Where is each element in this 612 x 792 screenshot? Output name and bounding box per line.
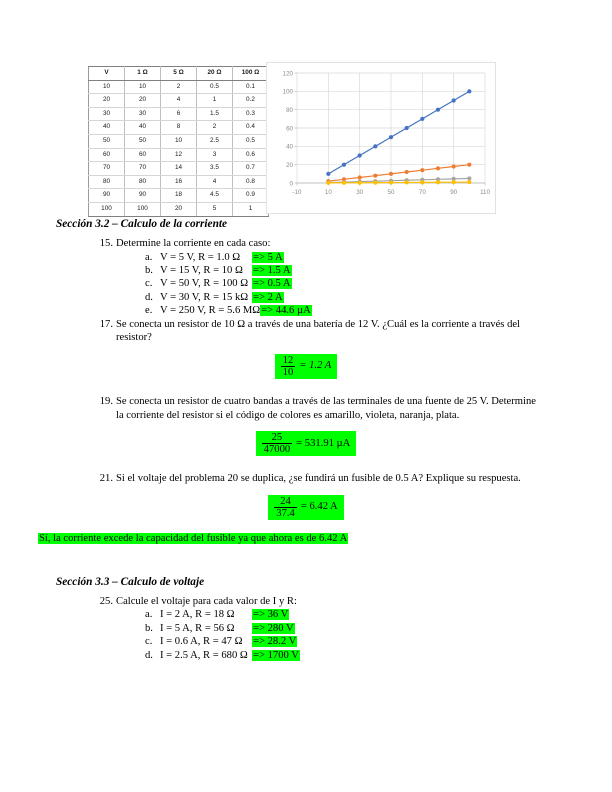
svg-text:40: 40 <box>286 143 293 151</box>
question-25-text <box>96 595 536 609</box>
table-cell: 90 <box>89 189 125 203</box>
question-21-text <box>96 472 536 486</box>
question-body: Se conecta un resistor de 10 Ω a través de una batería de 12 V. ¿Cuál es la corriente a través del resistor? <box>116 318 521 344</box>
table-cell: 18 <box>161 189 197 203</box>
table-cell: 50 <box>89 134 125 148</box>
table-cell: 1 <box>233 202 269 216</box>
document-body <box>0 218 612 662</box>
section-heading-3-2: Sección 3.2 – Calculo de la corriente <box>56 218 228 230</box>
question-number: 17. <box>99 318 113 330</box>
item-answer: => 5 A <box>253 251 283 263</box>
item-answer: => 36 V <box>253 609 289 621</box>
fraction-answer <box>256 431 357 456</box>
table-cell: 2 <box>161 80 197 94</box>
table-row <box>89 189 269 203</box>
question-19-text <box>96 395 536 422</box>
table-cell: 14 <box>161 162 197 176</box>
list-item <box>145 264 612 277</box>
table-cell: 0.9 <box>233 189 269 203</box>
table-header-row <box>89 67 269 81</box>
section-heading-3-3: Sección 3.3 – Calculo de voltaje <box>56 575 205 588</box>
question-21 <box>0 472 612 545</box>
fraction <box>274 496 297 519</box>
table-header-cell: V <box>89 67 125 81</box>
svg-text:90: 90 <box>450 189 458 196</box>
question-number: 19. <box>99 396 113 408</box>
question-21-explanation <box>38 532 612 546</box>
item-body: V = 30 V, R = 15 kΩ <box>160 291 249 303</box>
list-item <box>145 635 612 648</box>
question-25 <box>0 595 612 662</box>
item-body: I = 5 A, R = 56 Ω <box>160 622 235 634</box>
table-cell: 0.5 <box>197 80 233 94</box>
table-cell: 16 <box>161 175 197 189</box>
table-cell: 0.3 <box>233 107 269 121</box>
voltage-current-table <box>88 66 269 217</box>
question-17 <box>0 318 612 379</box>
table-cell: 40 <box>89 121 125 135</box>
list-item <box>145 608 612 621</box>
table-cell: 60 <box>89 148 125 162</box>
list-item <box>145 649 612 662</box>
table-row <box>89 162 269 176</box>
table-cell: 10 <box>161 134 197 148</box>
item-letter: a. <box>145 251 153 263</box>
item-body: I = 2 A, R = 18 Ω <box>160 609 235 621</box>
svg-text:110: 110 <box>480 189 490 196</box>
list-item <box>145 622 612 635</box>
item-body: V = 15 V, R = 10 Ω <box>160 265 243 276</box>
fraction-answer <box>268 495 343 520</box>
svg-text:100: 100 <box>282 88 293 96</box>
question-body: Si el voltaje del problema 20 se duplica, ¿se fundirá un fusible de 0.5 A? Explique su respuesta. <box>116 473 521 485</box>
table-cell: 30 <box>89 107 125 121</box>
svg-text:80: 80 <box>286 107 293 115</box>
table-row <box>89 80 269 94</box>
table-cell: 20 <box>125 94 161 108</box>
table-cell: 90 <box>125 189 161 203</box>
table-cell: 10 <box>89 80 125 94</box>
table-cell: 20 <box>161 202 197 216</box>
item-letter: c. <box>145 636 153 648</box>
item-answer: => 44.6 µA <box>261 305 311 317</box>
explanation-text: Sí, la corriente excede la capacidad del fusible ya que ahora es de 6.42 A <box>39 533 348 545</box>
table-cell: 3.5 <box>197 162 233 176</box>
svg-text:30: 30 <box>356 189 364 196</box>
table-cell: 60 <box>125 148 161 162</box>
item-body: V = 50 V, R = 100 Ω <box>160 278 249 290</box>
svg-text:-10: -10 <box>292 189 302 196</box>
table-cell: 0.8 <box>233 175 269 189</box>
svg-text:20: 20 <box>286 162 293 170</box>
table-cell: 30 <box>125 107 161 121</box>
item-letter: d. <box>145 649 153 661</box>
table-cell: 50 <box>125 134 161 148</box>
chart-svg <box>267 63 495 213</box>
table-header-cell: 1 Ω <box>125 67 161 81</box>
item-answer: => 1700 V <box>253 649 299 661</box>
item-letter: a. <box>145 609 153 621</box>
table-cell: 6 <box>161 107 197 121</box>
question-body: Calcule el voltaje para cada valor de I y R: <box>116 595 297 607</box>
fraction-denominator: 47000 <box>263 444 291 456</box>
svg-text:120: 120 <box>282 70 293 78</box>
question-15-text <box>96 237 536 251</box>
question-17-answer <box>0 354 612 379</box>
table-cell: 100 <box>89 202 125 216</box>
list-item <box>145 291 612 304</box>
fraction <box>262 432 292 455</box>
question-25-items <box>145 608 612 662</box>
table-header-cell: 5 Ω <box>161 67 197 81</box>
item-letter: c. <box>145 278 153 290</box>
table-row <box>89 94 269 108</box>
fraction-result: = 531.91 µA <box>296 437 351 449</box>
table-cell: 2 <box>197 121 233 135</box>
table-header-cell: 100 Ω <box>233 67 269 81</box>
fraction <box>281 355 296 378</box>
table-row <box>89 202 269 216</box>
item-body: V = 5 V, R = 1.0 Ω <box>160 251 241 263</box>
question-number: 15. <box>99 238 113 249</box>
item-body: I = 2.5 A, R = 680 Ω <box>160 649 248 661</box>
table-cell: 4 <box>161 94 197 108</box>
table-cell: 70 <box>89 162 125 176</box>
table-row <box>89 148 269 162</box>
item-answer: => 2 A <box>253 291 283 303</box>
item-answer: => 28.2 V <box>253 636 297 648</box>
fraction-answer <box>275 354 338 379</box>
table-row <box>89 134 269 148</box>
question-15-items <box>145 251 612 318</box>
item-answer: => 0.5 A <box>253 278 291 290</box>
item-letter: d. <box>145 291 153 303</box>
table-cell: 20 <box>89 94 125 108</box>
fraction-numerator: 25 <box>262 432 292 444</box>
figure-area <box>0 0 612 218</box>
svg-text:10: 10 <box>324 189 332 196</box>
svg-text:50: 50 <box>387 189 395 196</box>
item-letter: b. <box>145 622 153 634</box>
list-item <box>145 304 612 317</box>
table-cell: 12 <box>161 148 197 162</box>
fraction-denominator: 37.4 <box>276 508 295 520</box>
table-cell: 1.5 <box>197 107 233 121</box>
question-body: Se conecta un resistor de cuatro bandas a través de las terminales de una fuente de 25 V. Determine la corriente del resistor si el código de colores es amarillo, violeta, naranja, plata. <box>116 396 536 421</box>
question-number: 21. <box>99 473 113 485</box>
table-cell: 0.5 <box>233 134 269 148</box>
table-cell: 5 <box>197 202 233 216</box>
table-row <box>89 175 269 189</box>
list-item <box>145 251 612 264</box>
fraction-numerator: 24 <box>274 496 297 508</box>
item-body: V = 250 V, R = 5.6 MΩ <box>160 305 261 317</box>
fraction-denominator: 10 <box>282 366 294 378</box>
item-answer: => 280 V <box>253 622 294 634</box>
item-body: I = 0.6 A, R = 47 Ω <box>160 636 243 648</box>
table-cell: 10 <box>125 80 161 94</box>
table-cell: 3 <box>197 148 233 162</box>
table-cell: 40 <box>125 121 161 135</box>
data-table <box>88 66 269 217</box>
table-cell: 80 <box>89 175 125 189</box>
question-15 <box>0 237 612 318</box>
fraction-numerator: 12 <box>282 354 294 366</box>
fraction-result: = 6.42 A <box>300 501 338 513</box>
table-cell: 0.7 <box>233 162 269 176</box>
table-cell: 80 <box>125 175 161 189</box>
table-cell: 4 <box>197 175 233 189</box>
table-cell: 0.1 <box>233 80 269 94</box>
question-19-answer <box>0 431 612 456</box>
svg-text:70: 70 <box>418 189 426 196</box>
question-body: Determine la corriente en cada caso: <box>116 238 271 249</box>
table-header-cell: 20 Ω <box>197 67 233 81</box>
question-number: 25. <box>99 595 113 607</box>
table-cell: 8 <box>161 121 197 135</box>
table-cell: 0.6 <box>233 148 269 162</box>
question-17-text <box>96 318 536 345</box>
table-row <box>89 121 269 135</box>
question-21-answer <box>0 495 612 520</box>
svg-text:60: 60 <box>286 125 293 133</box>
fraction-result: = 1.2 A <box>299 360 332 372</box>
table-cell: 1 <box>197 94 233 108</box>
table-cell: 2.5 <box>197 134 233 148</box>
table-cell: 0.2 <box>233 94 269 108</box>
question-19 <box>0 395 612 456</box>
table-row <box>89 107 269 121</box>
list-item <box>145 277 612 290</box>
item-answer: => 1.5 A <box>253 265 291 276</box>
table-cell: 70 <box>125 162 161 176</box>
table-cell: 100 <box>125 202 161 216</box>
current-vs-voltage-chart <box>266 62 496 214</box>
table-cell: 0.4 <box>233 121 269 135</box>
table-cell: 4.5 <box>197 189 233 203</box>
item-letter: e. <box>145 305 153 317</box>
svg-text:0: 0 <box>289 180 293 188</box>
item-letter: b. <box>145 265 153 276</box>
